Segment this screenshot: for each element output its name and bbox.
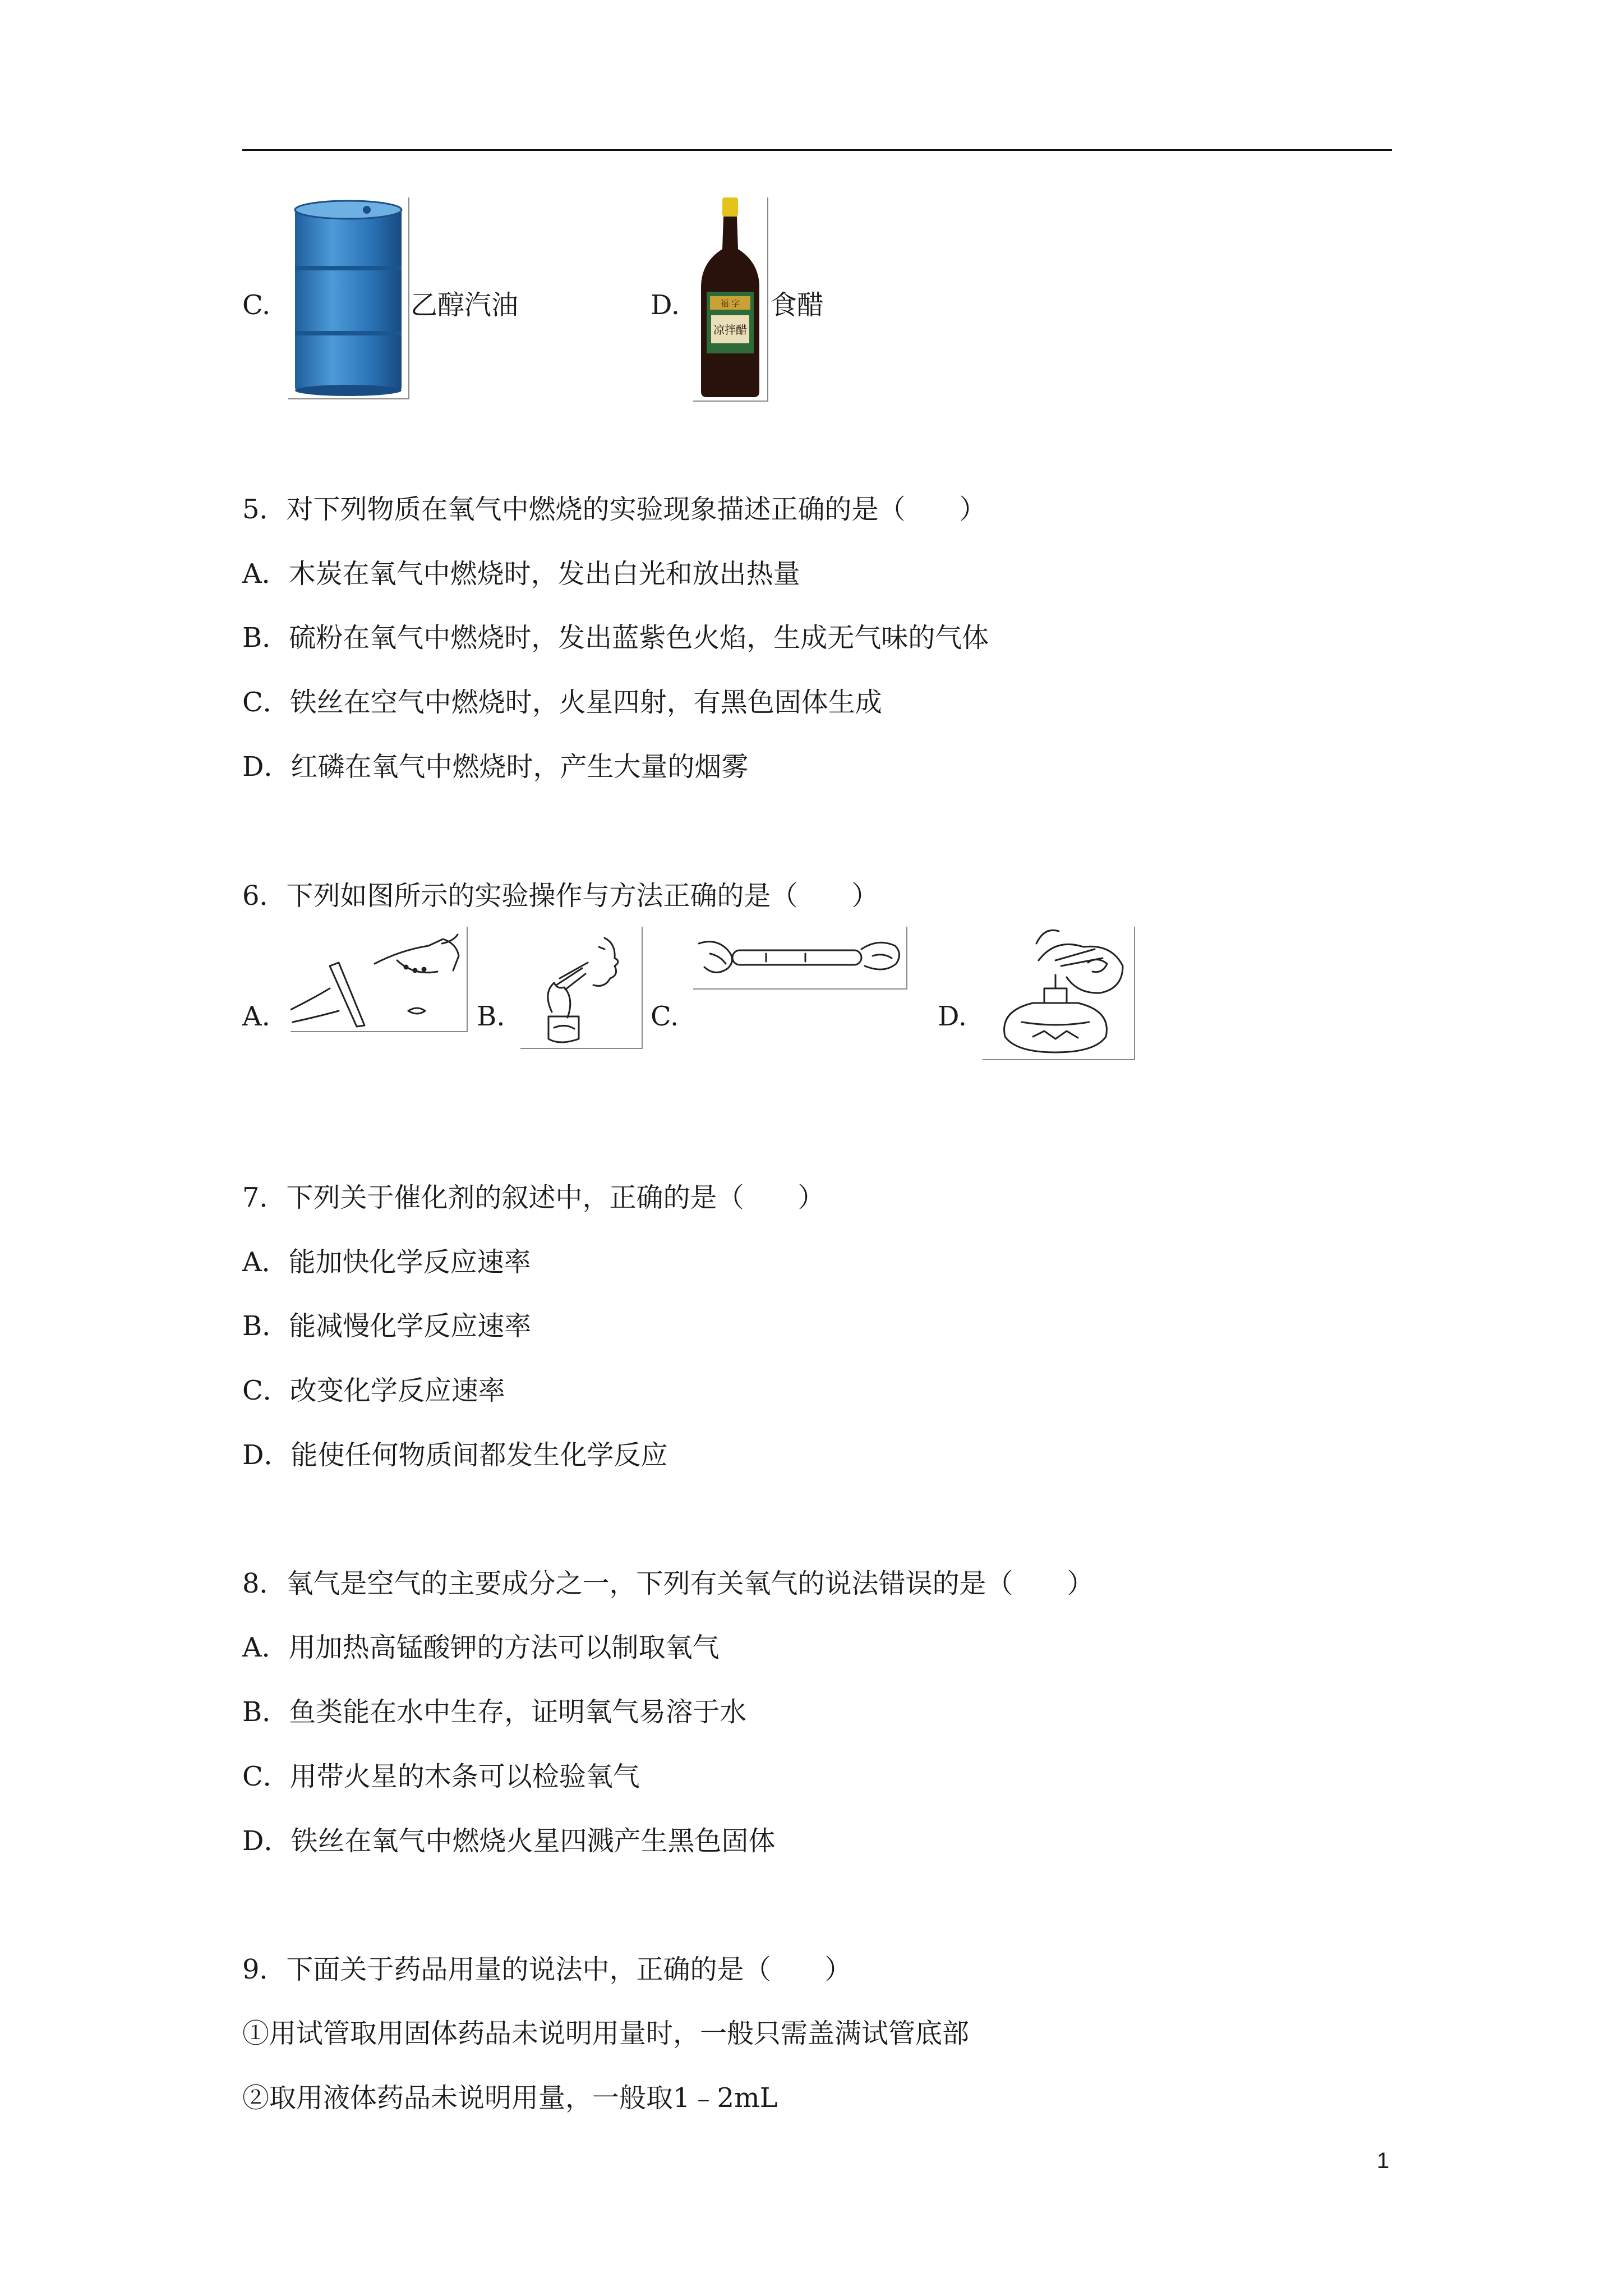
holding-test-tube-image xyxy=(693,927,907,990)
q8-stem: 8．氧气是空气的主要成分之一，下列有关氧气的说法错误的是（ ） xyxy=(242,1568,1094,1599)
q4-option-d-label: D. xyxy=(651,289,680,321)
page-number: 1 xyxy=(1377,2148,1390,2173)
q8-option-b: B．鱼类能在水中生存，证明氧气易溶于水 xyxy=(242,1696,747,1728)
q4-option-c-text: 乙醇汽油 xyxy=(411,289,519,321)
oil-drum-image xyxy=(288,197,409,399)
q4-option-d-text: 食醋 xyxy=(770,289,824,321)
q9-stem: 9．下面关于药品用量的说法中，正确的是（ ） xyxy=(242,1954,852,1985)
q6-label-d: D. xyxy=(938,1001,967,1032)
q5-option-d: D．红磷在氧气中燃烧时，产生大量的烟雾 xyxy=(242,751,749,783)
q6-label-c: C. xyxy=(651,1001,679,1032)
q4-option-c-label: C. xyxy=(242,289,271,321)
q5-option-c: C．铁丝在空气中燃烧时，火星四射，有黑色固体生成 xyxy=(242,687,882,718)
q8-option-c: C．用带火星的木条可以检验氧气 xyxy=(242,1761,640,1792)
bottle-brand-text: 福 字 xyxy=(720,298,740,309)
q9-item-2: ②取用液体药品未说明用量，一般取1﹣2mL xyxy=(242,2082,778,2114)
q7-stem: 7．下列关于催化剂的叙述中，正确的是（ ） xyxy=(242,1182,825,1213)
vinegar-bottle-image xyxy=(693,197,768,402)
q6-label-b: B. xyxy=(477,1001,505,1032)
q8-option-d: D．铁丝在氧气中燃烧火星四溅产生黑色固体 xyxy=(242,1825,776,1857)
pouring-solid-image xyxy=(291,927,468,1032)
header-rule xyxy=(242,149,1392,151)
q7-option-c: C．改变化学反应速率 xyxy=(242,1375,505,1406)
bottle-label-text: 凉拌醋 xyxy=(713,323,747,337)
q7-option-b: B．能减慢化学反应速率 xyxy=(242,1310,532,1342)
smelling-gas-image xyxy=(520,927,643,1049)
alcohol-lamp-image xyxy=(983,927,1135,1060)
q7-option-a: A．能加快化学反应速率 xyxy=(242,1246,531,1278)
q6-stem: 6．下列如图所示的实验操作与方法正确的是（ ） xyxy=(242,880,879,912)
q5-stem: 5．对下列物质在氧气中燃烧的实验现象描述正确的是（ ） xyxy=(242,494,986,525)
q5-option-a: A．木炭在氧气中燃烧时，发出白光和放出热量 xyxy=(242,558,800,590)
q6-label-a: A. xyxy=(242,1001,270,1032)
q5-option-b: B．硫粉在氧气中燃烧时，发出蓝紫色火焰，生成无气味的气体 xyxy=(242,622,989,654)
q7-option-d: D．能使任何物质间都发生化学反应 xyxy=(242,1439,668,1471)
q8-option-a: A．用加热高锰酸钾的方法可以制取氧气 xyxy=(242,1632,720,1663)
q9-item-1: ①用试管取用固体药品未说明用量时，一般只需盖满试管底部 xyxy=(242,2018,970,2049)
